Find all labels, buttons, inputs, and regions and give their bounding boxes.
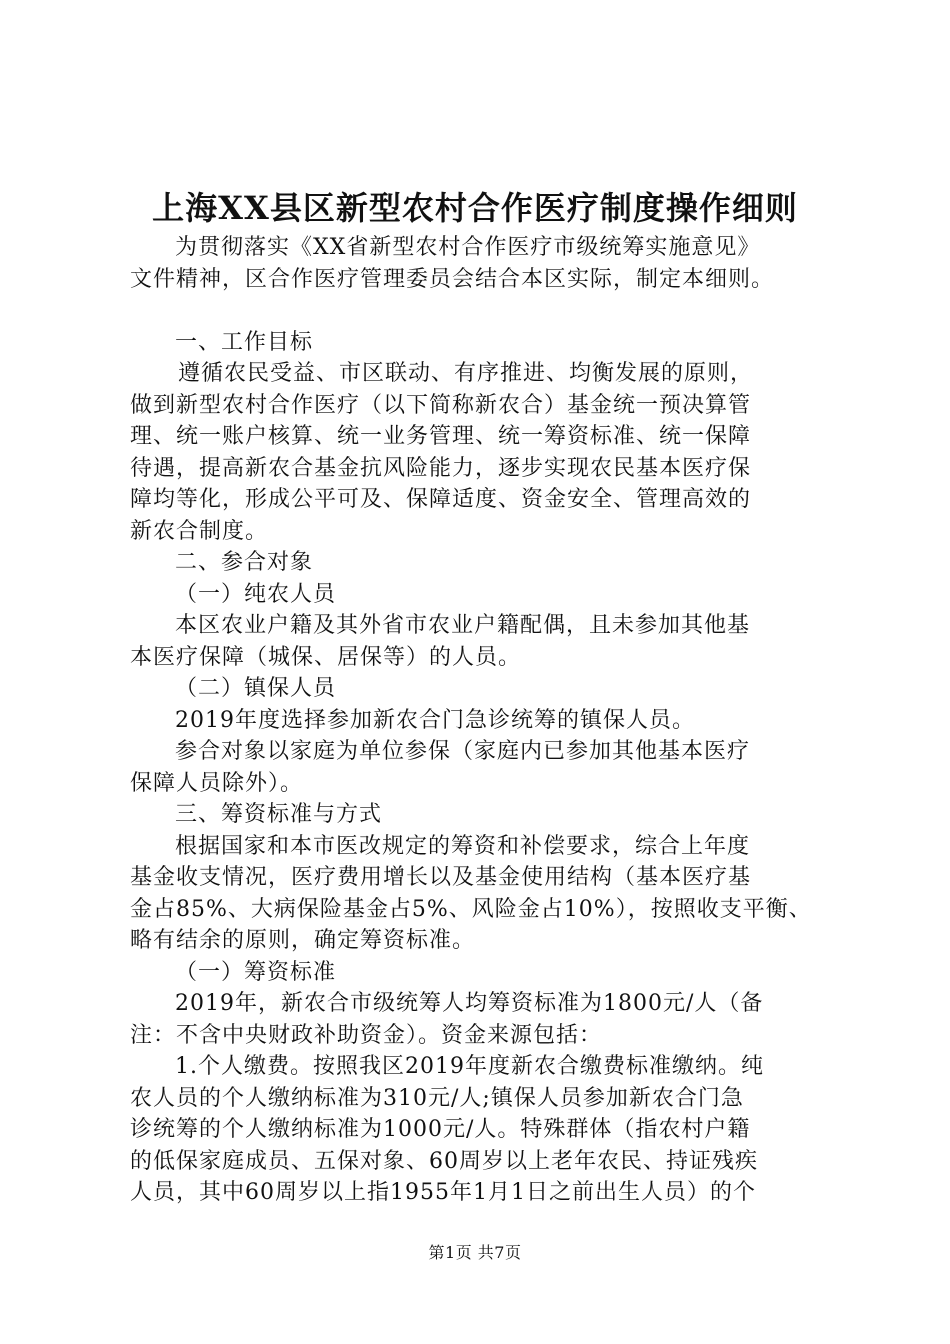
paragraph-line: 待遇，提高新农合基金抗风险能力，逐步实现农民基本医疗保	[130, 455, 752, 481]
paragraph-line: 文件精神，区合作医疗管理委员会结合本区实际，制定本细则。	[130, 266, 775, 292]
paragraph-line: 人员，其中60周岁以上指1955年1月1日之前出生人员）的个	[130, 1180, 756, 1205]
paragraph-line: 本医疗保障（城保、居保等）的人员。	[130, 644, 522, 670]
paragraph-line: 本区农业户籍及其外省市农业户籍配偶，且未参加其他基	[175, 613, 751, 638]
subsection-heading: （一）筹资标准	[175, 959, 337, 985]
paragraph-line: 注：不含中央财政补助资金）。资金来源包括：	[130, 1022, 603, 1048]
paragraph-line: 参合对象以家庭为单位参保（家庭内已参加其他基本医疗	[175, 739, 751, 764]
blank-line	[130, 295, 830, 327]
section-heading: 一、工作目标	[175, 329, 314, 355]
paragraph-line: 略有结余的原则，确定筹资标准。	[130, 928, 476, 953]
subsection-heading: （二）镇保人员	[175, 676, 337, 701]
paragraph-line: 的低保家庭成员、五保对象、60周岁以上老年农民、持证残疾	[130, 1148, 758, 1174]
section-heading: 二、参合对象	[175, 550, 314, 575]
paragraph-line: 障均等化，形成公平可及、保障适度、资金安全、管理高效的	[130, 487, 752, 512]
paragraph-line: 1.个人缴费。按照我区2019年度新农合缴费标准缴纳。纯	[175, 1054, 764, 1079]
paragraph-line: 农人员的个人缴纳标准为310元/人;镇保人员参加新农合门急	[130, 1085, 744, 1111]
paragraph-line: 新农合制度。	[130, 518, 269, 544]
paragraph-line: 为贯彻落实《XX省新型农村合作医疗市级统筹实施意见》	[175, 235, 761, 260]
paragraph-line: 理、统一账户核算、统一业务管理、统一筹资标准、统一保障	[130, 424, 752, 449]
paragraph-line: 金占85%、大病保险基金占5%、风险金占10%），按照收支平衡、	[130, 896, 812, 922]
subsection-heading: （一）纯农人员	[175, 581, 337, 607]
page-number-footer: 第1页 共7页	[428, 1243, 522, 1262]
paragraph-line: 2019年度选择参加新农合门急诊统筹的镇保人员。	[175, 707, 695, 733]
document-body	[130, 232, 830, 1209]
paragraph-line: 诊统筹的个人缴纳标准为1000元/人。特殊群体（指农村户籍	[130, 1117, 751, 1142]
paragraph-line: 基金收支情况，医疗费用增长以及基金使用结构（基本医疗基	[130, 865, 752, 890]
paragraph-line: 保障人员除外）。	[130, 770, 304, 796]
paragraph-line: 根据国家和本市医改规定的筹资和补偿要求，综合上年度	[175, 833, 751, 859]
paragraph-line: 2019年，新农合市级统筹人均筹资标准为1800元/人（备	[175, 991, 764, 1016]
paragraph-line: 做到新型农村合作医疗（以下简称新农合）基金统一预决算管	[130, 392, 752, 418]
section-heading: 三、筹资标准与方式	[175, 802, 383, 827]
document-title: 上海XX县区新型农村合作医疗制度操作细则	[152, 189, 798, 227]
paragraph-line: 遵循农民受益、市区联动、有序推进、均衡发展的原则，	[178, 361, 754, 386]
